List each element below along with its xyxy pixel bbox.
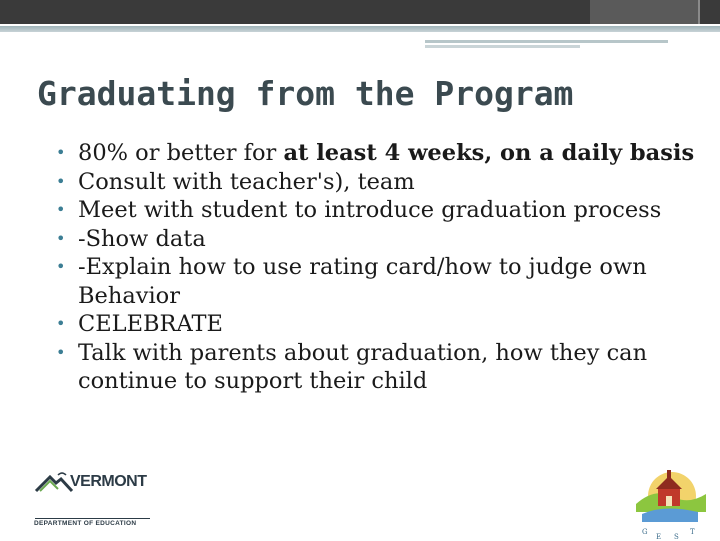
top-banner-segment [590, 0, 698, 24]
logo-wordmark: VERMONT [70, 473, 147, 490]
bullet-dot-icon: • [56, 314, 66, 333]
emblem-letter: E [656, 533, 662, 541]
slide-title: Graduating from the Program [37, 74, 574, 113]
bullet-item [52, 310, 702, 339]
bullet-item [52, 339, 702, 396]
bullet-text: CELEBRATE [78, 311, 223, 337]
bullet-list [52, 139, 702, 396]
top-banner [0, 0, 720, 24]
bullet-item [52, 168, 702, 197]
bullet-dot-icon: • [56, 200, 66, 219]
logo-department: DEPARTMENT OF EDUCATION [34, 520, 137, 527]
bullet-dot-icon: • [56, 228, 66, 248]
schoolhouse-icon [628, 460, 708, 526]
gest-emblem [628, 460, 708, 541]
bullet-text: 80% or better for [78, 140, 284, 166]
bullet-item [52, 139, 702, 168]
bullet-text: Talk with parents about graduation, how they can continue to support their child [78, 339, 648, 394]
header-accent-line [425, 40, 668, 43]
bullet-dot-icon: • [56, 143, 66, 162]
header-accent-line-short [425, 45, 580, 48]
bullet-text-bold: at least 4 weeks, on a daily basis [283, 140, 695, 166]
emblem-letter: T [690, 528, 695, 536]
bullet-text: -Explain how to use rating card/how to judge own Behavior [78, 254, 647, 309]
bullet-text: Consult with teacher's), team [78, 168, 415, 195]
bullet-dot-icon: • [56, 257, 66, 276]
header-rule [0, 26, 720, 32]
logo-divider [35, 518, 150, 519]
top-banner-edge [698, 0, 700, 24]
bullet-text: Meet with student to introduce graduation process [78, 197, 662, 223]
emblem-letter: G [642, 528, 648, 536]
bullet-dot-icon: • [56, 171, 66, 191]
emblem-letter: S [674, 533, 679, 541]
bullet-item [52, 225, 702, 254]
bullet-dot-icon: • [56, 342, 66, 362]
bullet-text: -Show data [78, 225, 206, 252]
mountain-icon [34, 470, 74, 494]
bullet-item [52, 253, 702, 310]
vermont-doe-logo [34, 470, 154, 532]
bullet-item [52, 196, 702, 225]
